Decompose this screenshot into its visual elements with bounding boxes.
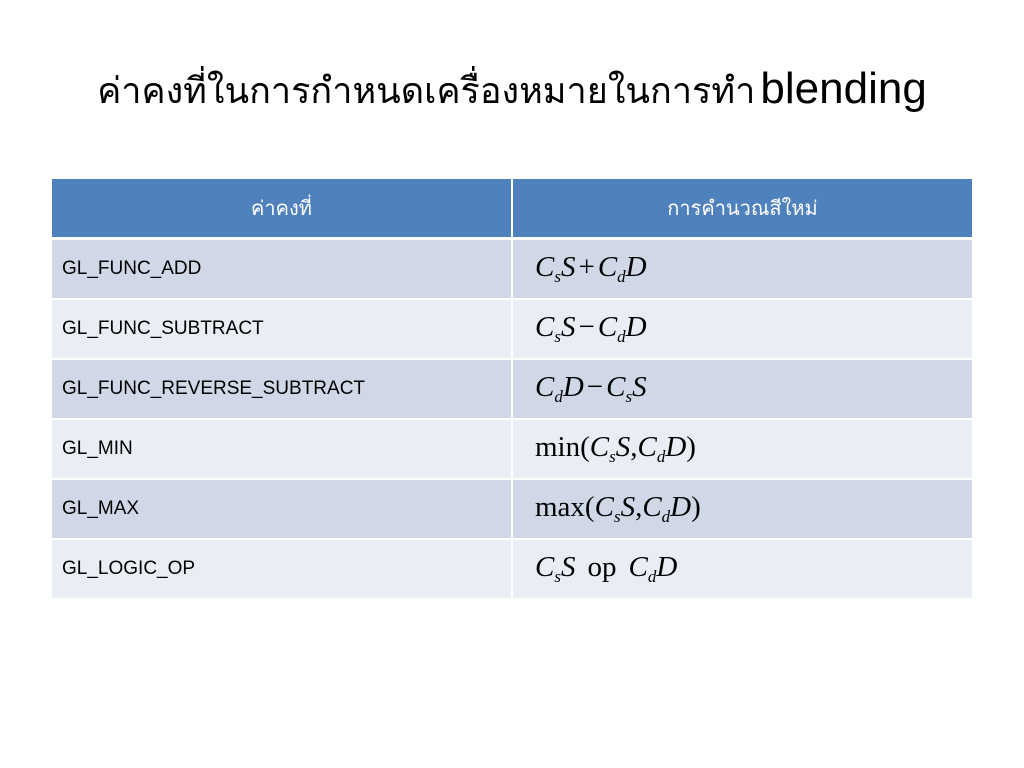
blend-constant-cell: GL_FUNC_SUBTRACT (52, 299, 512, 359)
formula-token: S (615, 431, 631, 463)
formula-token: s (613, 507, 621, 526)
table-row (52, 299, 972, 359)
blend-formula-cell (512, 359, 972, 419)
formula-token: s (609, 447, 616, 466)
formula-token: d (647, 567, 657, 586)
blend-formula-cell (512, 299, 972, 359)
formula-token: ) (686, 431, 696, 463)
formula-token: S (560, 551, 576, 583)
formula-token: s (554, 327, 561, 346)
table-header-row (52, 179, 972, 239)
blend-formula-cell (512, 539, 972, 598)
formula-token: , (635, 491, 643, 523)
slide-title (0, 62, 1024, 119)
formula-token: − (586, 371, 604, 403)
formula-token: C (589, 431, 610, 463)
formula-token: D (625, 311, 647, 343)
table-body (52, 239, 972, 599)
formula-token: D (625, 251, 647, 283)
formula-token: D (656, 551, 678, 583)
table-row (52, 479, 972, 539)
formula-token: C (597, 251, 618, 283)
formula-token: C (535, 551, 555, 583)
formula-token: D (665, 431, 687, 463)
formula-token: s (554, 267, 561, 286)
table-row (52, 239, 972, 300)
formula-token: C (628, 551, 648, 583)
formula-token: op (587, 551, 617, 583)
header-constant: ค่าคงที่ (52, 179, 512, 239)
formula-token: − (578, 311, 595, 343)
formula-token: S (632, 371, 647, 403)
formula-token: s (625, 387, 633, 406)
blend-constant-cell: GL_MIN (52, 419, 512, 479)
formula-token: s (554, 567, 561, 586)
blend-constant-cell: GL_FUNC_ADD (52, 239, 512, 300)
table-row (52, 419, 972, 479)
formula-token: S (620, 491, 636, 523)
formula-token: C (594, 491, 614, 523)
formula-token: C (642, 491, 662, 523)
table-row (52, 539, 972, 598)
formula-token: min( (535, 431, 590, 463)
formula-token: S (560, 311, 576, 343)
formula-token: ) (691, 491, 701, 523)
formula-token: d (661, 507, 671, 526)
blend-constant-cell: GL_MAX (52, 479, 512, 539)
blend-formula-cell (512, 419, 972, 479)
formula-token: C (535, 251, 555, 283)
formula-token: + (578, 251, 595, 283)
formula-token: d (617, 327, 626, 346)
formula-token: C (535, 311, 555, 343)
formula-token: C (637, 431, 657, 463)
slide-title-latin: blending (760, 64, 927, 113)
formula-token: max( (535, 491, 595, 523)
slide-title-thai: ค่าคงที่ในการกำหนดเครื่องหมายในการทำ (97, 71, 756, 112)
blend-formula-cell (512, 239, 972, 300)
formula-token: d (554, 387, 563, 406)
header-new-color-calculation: การคำนวณสีใหม่ (512, 179, 972, 239)
blend-constant-cell: GL_FUNC_REVERSE_SUBTRACT (52, 359, 512, 419)
formula-token: C (535, 371, 555, 403)
formula-token: C (606, 371, 626, 403)
blend-constant-cell: GL_LOGIC_OP (52, 539, 512, 598)
formula-token: S (560, 251, 576, 283)
formula-token: d (656, 447, 666, 466)
formula-token: , (630, 431, 638, 463)
blend-equation-table (52, 179, 972, 598)
blend-formula-cell (512, 479, 972, 539)
table-row (52, 359, 972, 419)
formula-token: C (597, 311, 618, 343)
formula-token: D (670, 491, 692, 523)
formula-token: D (562, 371, 584, 403)
formula-token: d (617, 267, 626, 286)
